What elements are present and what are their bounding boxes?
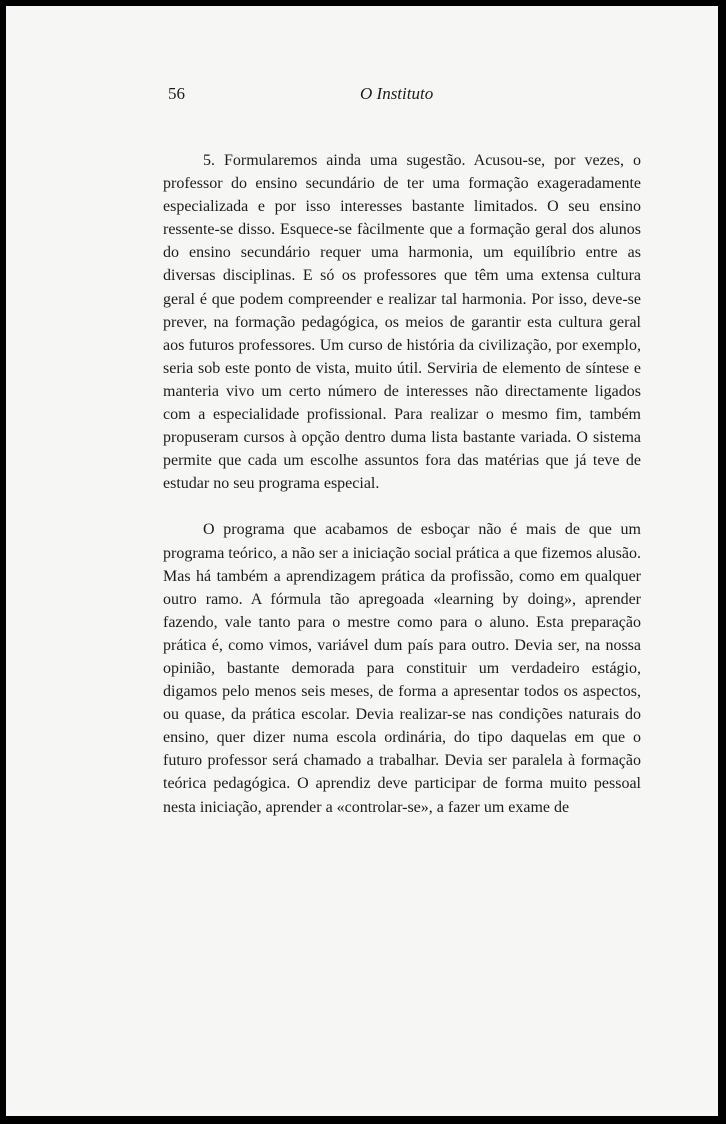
running-title: O Instituto bbox=[360, 84, 434, 103]
book-page bbox=[6, 6, 718, 1116]
page-header bbox=[6, 84, 718, 108]
body-text bbox=[163, 149, 641, 819]
paragraph-1: 5. Formularemos ainda uma sugestão. Acusou-se, por vezes, o professor do ensino secundário de ter uma formação exageradamente especializada e por isso interesses bastante limitados. O seu ensino ressente-se disso. Esquece-se fàcilmente que a formação geral dos alunos do ensino secundário requer uma harmonia, um equilíbrio entre as diversas disciplinas. E só os professores que têm uma extensa cultura geral é que podem compreender e realizar tal harmonia. Por isso, deve-se prever, na formação pedagógica, os meios de garantir esta cultura geral aos futuros professores. Um curso de história da civilização, por exemplo, seria sob este ponto de vista, muito útil. Serviria de elemento de síntese e manteria vivo um certo número de interesses não directamente ligados com a especialidade profissional. Para realizar o mesmo fim, também propuseram cursos à opção dentro duma lista bastante variada. O sistema permite que cada um escolhe assuntos fora das matérias que já teve de estudar no seu programa especial. bbox=[163, 152, 641, 493]
paragraph-2: O programa que acabamos de esboçar não é mais de que um programa teórico, a não ser a iniciação social prática a que fizemos alusão. Mas há também a aprendizagem prática da profissão, como em qualquer outro ramo. A fórmula tão apregoada «learning by doing», aprender fazendo, vale tanto para o mestre como para o aluno. Esta preparação prática é, como vimos, variável dum país para outro. Devia ser, na nossa opinião, bastante demorada para constituir um verdadeiro estágio, digamos pelo menos seis meses, de forma a apresentar todos os aspectos, ou quase, da prática escolar. Devia realizar-se nas condições naturais do ensino, quer dizer numa escola ordinária, do tipo daquelas em que o futuro professor será chamado a trabalhar. Devia ser paralela à formação teórica pedagógica. O aprendiz deve participar de forma muito pessoal nesta iniciação, aprender a «controlar-se», a fazer um exame de bbox=[163, 521, 641, 816]
page-number: 56 bbox=[168, 84, 185, 103]
